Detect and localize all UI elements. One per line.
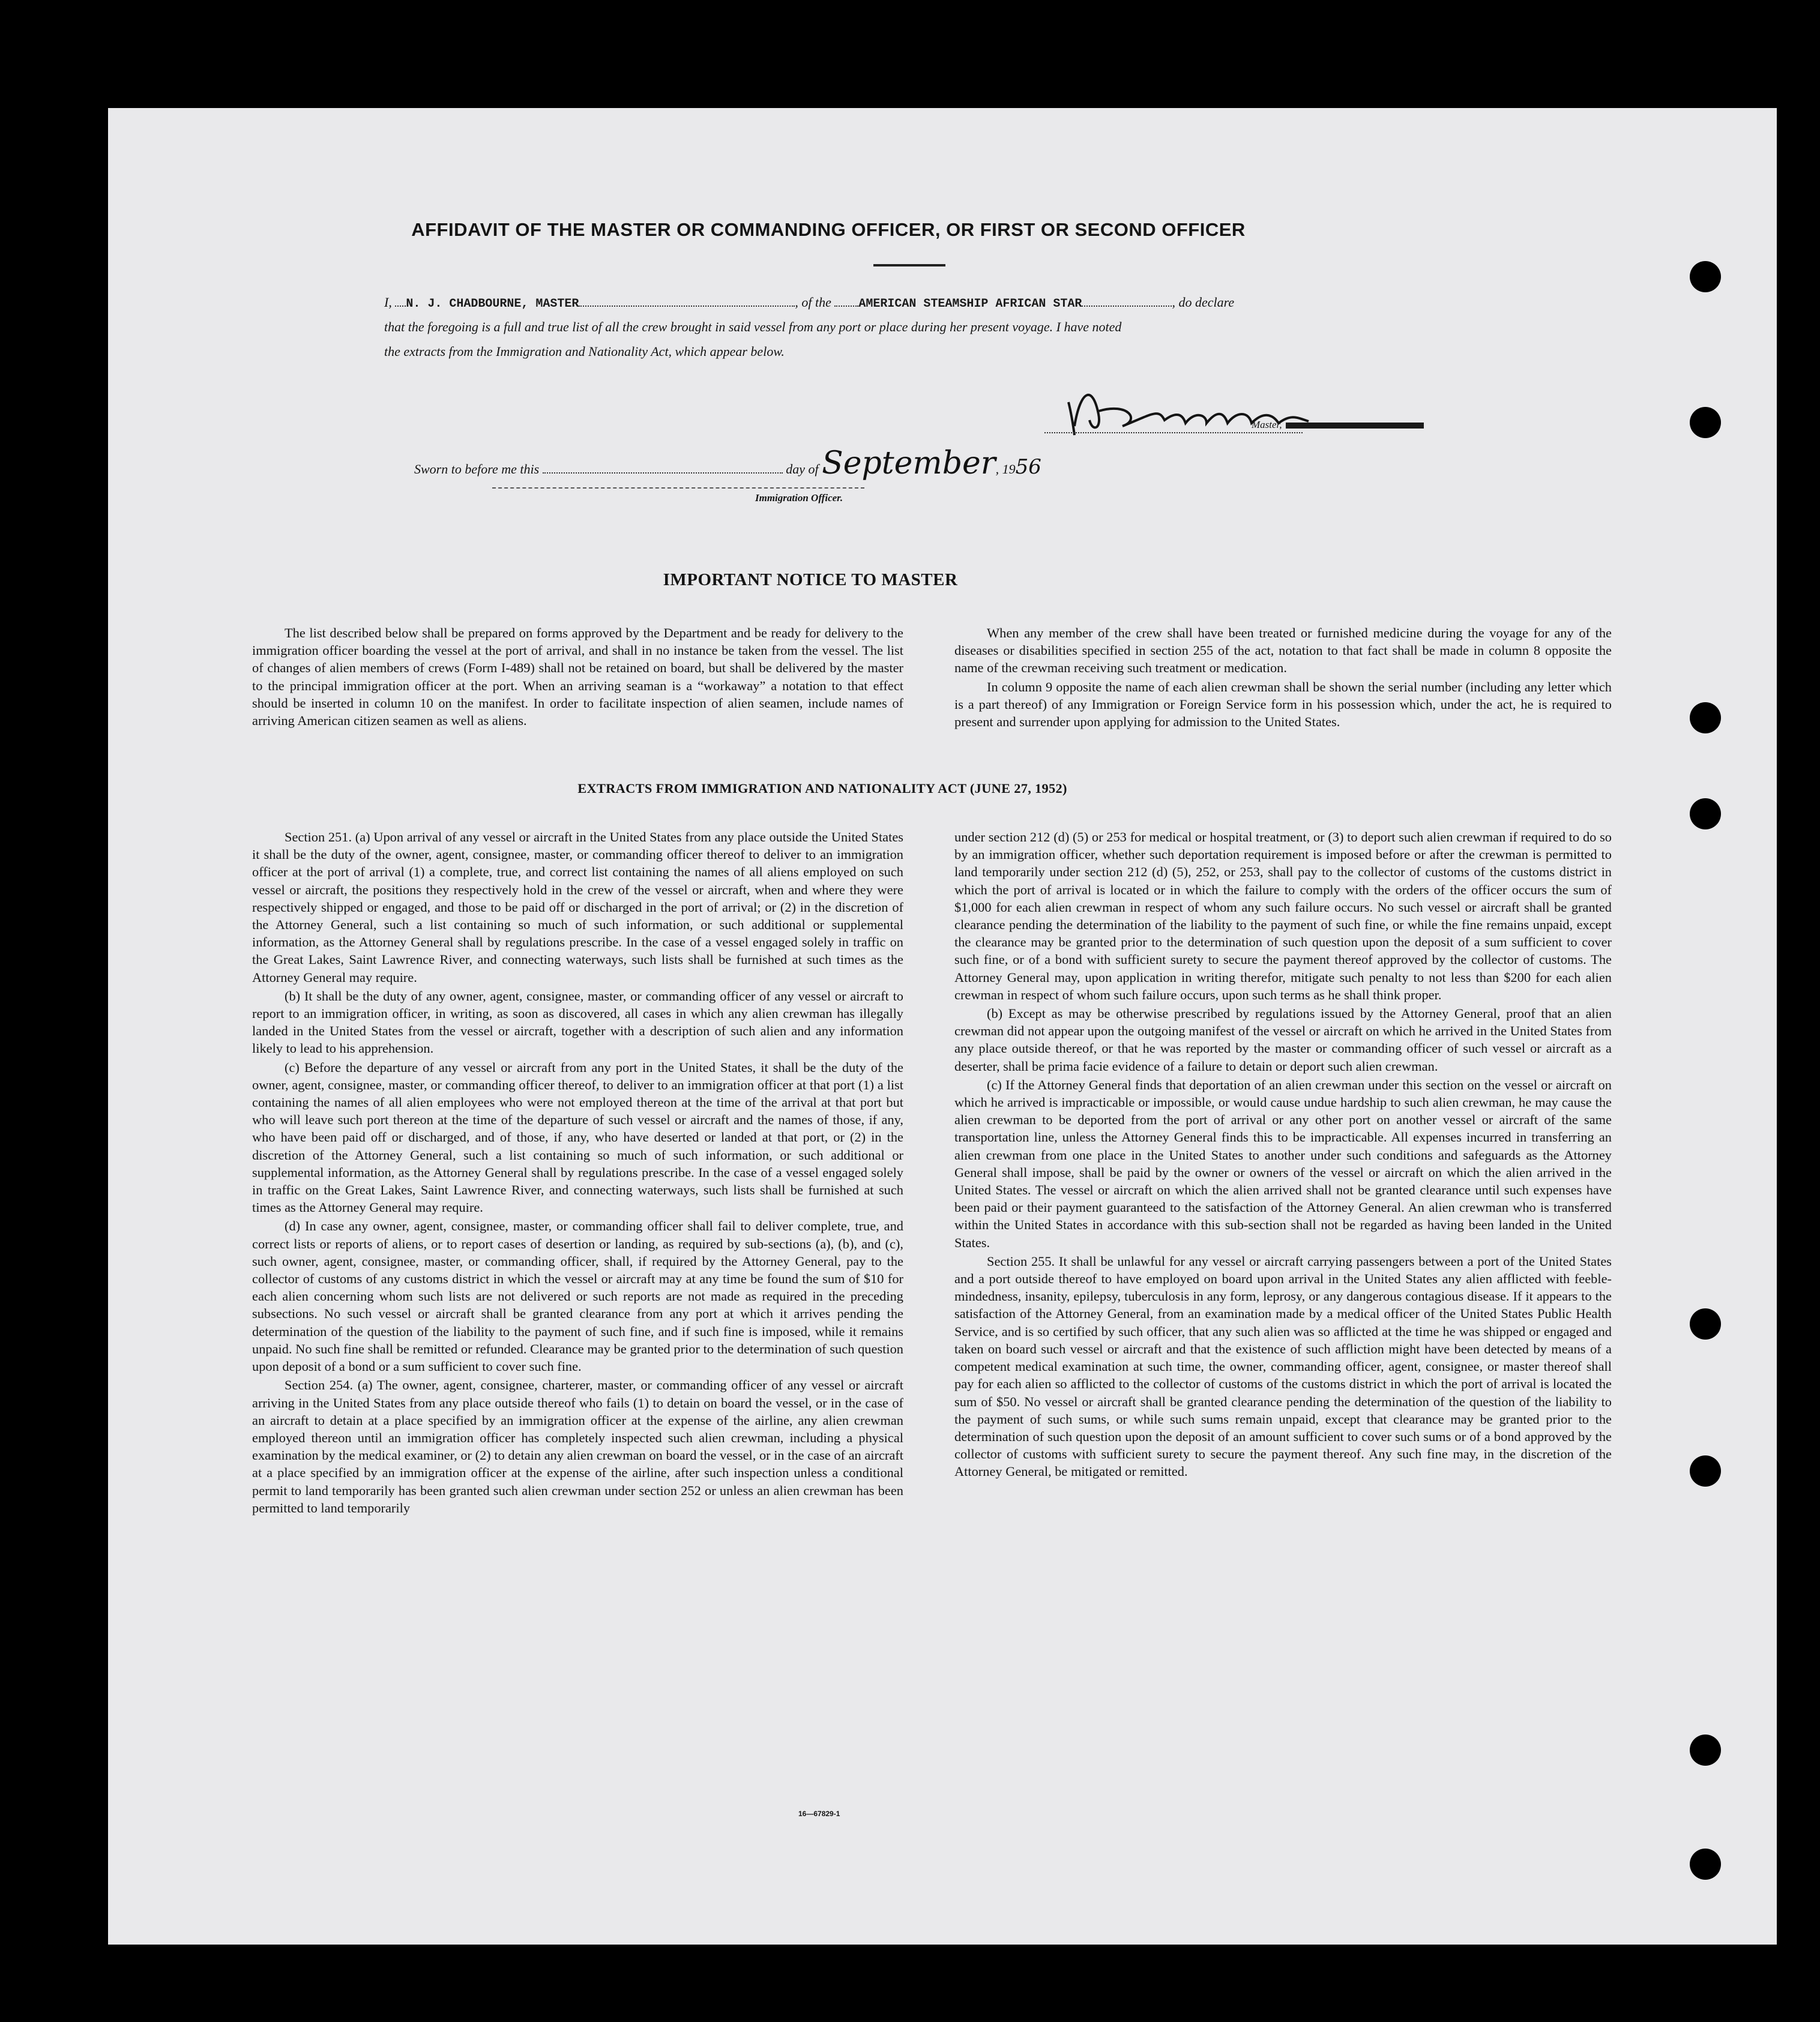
form-number: 16—67829-1 <box>798 1810 840 1818</box>
day-of-label: day of <box>786 462 819 477</box>
notice-left-column <box>252 624 903 730</box>
notice-paragraph: In column 9 opposite the name of each alien crewman shall be shown the serial number (including any letter which is a part thereof) of any Immigration or Foreign Service form in his possession which, under the act, he is required to present and surrender upon applying for admission to the United States. <box>954 679 1612 730</box>
punch-hole <box>1690 407 1721 438</box>
notice-paragraph: The list described below shall be prepared on forms approved by the Department and be ready for delivery to the immigration officer boarding the vessel at the port of arrival, and shall in no instance be taken from the vessel. The list of changes of alien members of crews (Form I-489) shall not be retained on board, but shall be delivered by the master to the principal immigration officer at the port. When an arriving seaman is a “workaway” a notation to that effect should be inserted in column 10 on the manifest. In order to facilitate inspection of alien seamen, include names of arriving American citizen seamen as well as aliens. <box>252 625 903 729</box>
extract-paragraph: Section 251. (a) Upon arrival of any vessel or aircraft in the United States from any place outside the United States it shall be the duty of the owner, agent, consignee, master, or commanding officer thereof to deliver to an immigration officer at the port of arrival (1) a complete, true, and correct list containing the names of all aliens employed on such vessel or aircraft, the positions they respectively hold in the crew of the vessel or aircraft, when and where they were respectively shipped or engaged, and those to be paid off or discharged in the port of arrival; or (2) in the discretion of the Attorney General, such a list containing so much of such information, or such additional or supplemental information, as the Attorney General shall by regulations prescribe. In the case of a vessel engaged solely in traffic on the Great Lakes, Saint Lawrence River, and connecting waterways, such lists shall be furnished at such times as the Attorney General may require. <box>252 829 903 985</box>
immigration-officer-signature-line <box>492 481 864 489</box>
title-divider <box>873 264 945 266</box>
sworn-line: Sworn to before me this day of September, 1956 <box>414 445 1041 481</box>
declaration-line-1 <box>384 295 1465 311</box>
declaration-suffix: , do declare <box>1172 295 1235 310</box>
extract-paragraph: under section 212 (d) (5) or 253 for medical or hospital treatment, or (3) to deport such alien crewman if required to do so by an immigration officer, whether such deportation requirement is imposed before or after the crewman is permitted to land temporarily under section 212 (d) (5), 252, or 253, shall pay to the collector of customs of the customs district in which the port of arrival is located or in which the failure to comply with the orders of the officer occurs the sum of $1,000 for each alien crewman in respect of whom any such failure occurs. No such vessel or aircraft shall be granted clearance pending the determination of the liability to the payment of such fine, or while the fine remains unpaid, except the clearance may be granted prior to the determination of such question upon the deposit of a sum sufficient to cover such fine, or of a bond with sufficient surety to secure the payment thereof approved by the collector of customs. The Attorney General may, upon application in writing therefor, mitigate such penalty to not less than $200 for each alien crewman in respect of whom such failure occurs, upon such terms as he shall think proper. <box>954 829 1612 1002</box>
master-name-field: N. J. CHADBOURNE, MASTER <box>406 297 579 311</box>
extract-paragraph: (c) If the Attorney General finds that deportation of an alien crewman under this section on the vessel or aircraft on which he arrived is impracticable or impossible, or would cause undue hardship to such alien crewman, he may cause the alien crewman to be deported from the port of arrival or any other port on another vessel or aircraft of the same transportation line, unless the Attorney General finds this to be impracticable. All expenses incurred in transferring an alien crewman from one place in the United States to another under such conditions and safeguards as the Attorney General shall impose, shall be paid by the owner or owners of the vessel or aircraft on which the alien arrived in the United States. The vessel or aircraft on which the alien arrived shall not be granted clearance until such expenses have been paid or their payment guaranteed to the satisfaction of the Attorney General. An alien crewman who is transferred within the United States in accordance with this sub-section shall not be regarded as having been landed in the United States. <box>954 1077 1612 1250</box>
extract-paragraph: Section 254. (a) The owner, agent, consignee, charterer, master, or commanding officer of any vessel or aircraft arriving in the United States from any place outside thereof who fails (1) to detain on board the vessel, or in the case of an aircraft to detain at a place specified by an immigration officer at the expense of the airline, any alien crewman employed thereon until an immigration officer has completely inspected such alien crewman, including a physical examination by the medical examiner, or (2) to detain any alien crewman on board the vessel, or in the case of an aircraft at a place specified by an immigration officer at the expense of the airline, after such inspection unless a conditional permit to land temporarily has been granted such alien crewman under section 252 or unless an alien crewman has been permitted to land temporarily <box>252 1377 903 1515</box>
month-handwritten: September <box>822 445 996 481</box>
year-handwritten: 56 <box>1015 455 1041 479</box>
declaration-line-3: the extracts from the Immigration and Nationality Act, which appear below. <box>384 344 785 359</box>
declaration-prefix: I, <box>384 295 392 310</box>
notice-title: IMPORTANT NOTICE TO MASTER <box>663 570 958 589</box>
master-title-label: Master, <box>1252 419 1424 431</box>
notice-right-column <box>954 624 1612 732</box>
punch-hole <box>1690 1849 1721 1880</box>
extract-paragraph: Section 255. It shall be unlawful for any vessel or aircraft carrying passengers between a port of the United States and a port outside thereof to have employed on board upon arrival in the United States any alien afflicted with feeble-mindedness, insanity, epilepsy, tuberculosis in any form, leprosy, or any dangerous contagious disease. If it appears to the satisfaction of the Attorney General, from an examination made by a medical officer of the United States Public Health Service, and is so certified by such officer, that any such alien was so afflicted at the time he was shipped or engaged and taken on board such vessel or aircraft and that the existence of such affliction might have been detected by means of a competent medical examination at such time, the owner, commanding officer, agent, consignee, or master thereof shall pay for each alien so afflicted to the collector of customs of the customs district in which the port of arrival is located the sum of $50. No vessel or aircraft shall be granted clearance pending the determination of the question of the liability to the payment of such sums, or while such sums remain unpaid, except that clearance may be granted prior to the determination of such question upon the deposit of an amount sufficient to cover such sums or of a bond approved by the collector of customs with sufficient surety to secure the payment thereof. Any such fine may, in the discretion of the Attorney General, be mitigated or remitted. <box>954 1253 1612 1479</box>
extracts-left-column <box>252 828 903 1518</box>
punch-hole <box>1690 798 1721 829</box>
punch-hole <box>1690 702 1721 733</box>
punch-hole <box>1690 1735 1721 1766</box>
affidavit-title: AFFIDAVIT OF THE MASTER OR COMMANDING OFFICER, OR FIRST OR SECOND OFFICER <box>411 219 1246 240</box>
notice-paragraph: When any member of the crew shall have been treated or furnished medicine during the voyage for any of the diseases or disabilities specified in section 255 of the act, notation to that fact shall be made in column 8 opposite the name of the crewman receiving such treatment or medication. <box>954 625 1612 676</box>
vessel-name-field: AMERICAN STEAMSHIP AFRICAN STAR <box>858 297 1082 311</box>
extract-paragraph: (c) Before the departure of any vessel or aircraft from any port in the United States, it shall be the duty of the owner, agent, consignee, master, or commanding officer thereof, to deliver to an immigration officer at that port (1) a list containing the names of all alien employees who were not employed thereon at the time of the arrival at that port but who will leave such port thereon at the time of the departure of such vessel or aircraft and the names of those, if any, who have been paid off or discharged, and of those, if any, who have deserted or landed at that port, or (2) in the discretion of the Attorney General, such a list containing so much of such information, or such additional or supplemental information, as the Attorney General shall by regulations prescribe. In the case of a vessel engaged solely in traffic on the Great Lakes, Saint Lawrence River, and connecting waterways, such lists shall be furnished at such times as the Attorney General may require. <box>252 1059 903 1215</box>
immigration-officer-label: Immigration Officer. <box>755 492 843 504</box>
document-sheet <box>108 108 1777 1945</box>
punch-hole <box>1690 1455 1721 1487</box>
affidavit-page <box>108 108 1777 1945</box>
extract-paragraph: (b) It shall be the duty of any owner, agent, consignee, master, or commanding officer of any vessel or aircraft to report to an immigration officer, in writing, as soon as discovered, all cases in which any alien crewman has illegally landed in the United States from the vessel or aircraft, together with a description of such alien and any information likely to lead to his apprehension. <box>252 988 903 1056</box>
extracts-title: EXTRACTS FROM IMMIGRATION AND NATIONALITY ACT (JUNE 27, 1952) <box>577 781 1067 796</box>
declaration-line-2: that the foregoing is a full and true list of all the crew brought in said vessel from any port or place during her present voyage. I have noted <box>384 319 1122 334</box>
punch-hole <box>1690 261 1721 292</box>
declaration-middle: , of the <box>795 295 831 310</box>
extract-paragraph: (d) In case any owner, agent, consignee, master, or commanding officer shall fail to deliver complete, true, and correct lists or reports of aliens, or to report cases of desertion or landing, as required by sub-sections (a), (b), and (c), such owner, agent, consignee, master, or commanding officer, shall, if required by the Attorney General, pay to the collector of customs of any customs district in which the vessel or aircraft may at any time be found the sum of $10 for each alien concerning whom such lists are not delivered or such reports are not made as required in the preceding subsections. No such vessel or aircraft shall be granted clearance from any port at which it arrives pending the determination of the question of the liability to the payment of such fine, and if such fine is imposed, while it remains unpaid. No such fine shall be remitted or refunded. Clearance may be granted prior to the determination of such question upon deposit of a bond or a sum sufficient to cover such fine. <box>252 1218 903 1374</box>
extracts-right-column <box>954 828 1612 1482</box>
struck-out-title <box>1286 423 1424 429</box>
punch-hole <box>1690 1308 1721 1340</box>
extract-paragraph: (b) Except as may be otherwise prescribed by regulations issued by the Attorney General, proof that an alien crewman did not appear upon the outgoing manifest of the vessel or aircraft on which he arrived in the United States from any place outside thereof, or that he was reported by the master or commanding officer of such vessel or aircraft as a deserter, shall be prima facie evidence of a failure to detain or deport such alien crewman. <box>954 1006 1612 1074</box>
